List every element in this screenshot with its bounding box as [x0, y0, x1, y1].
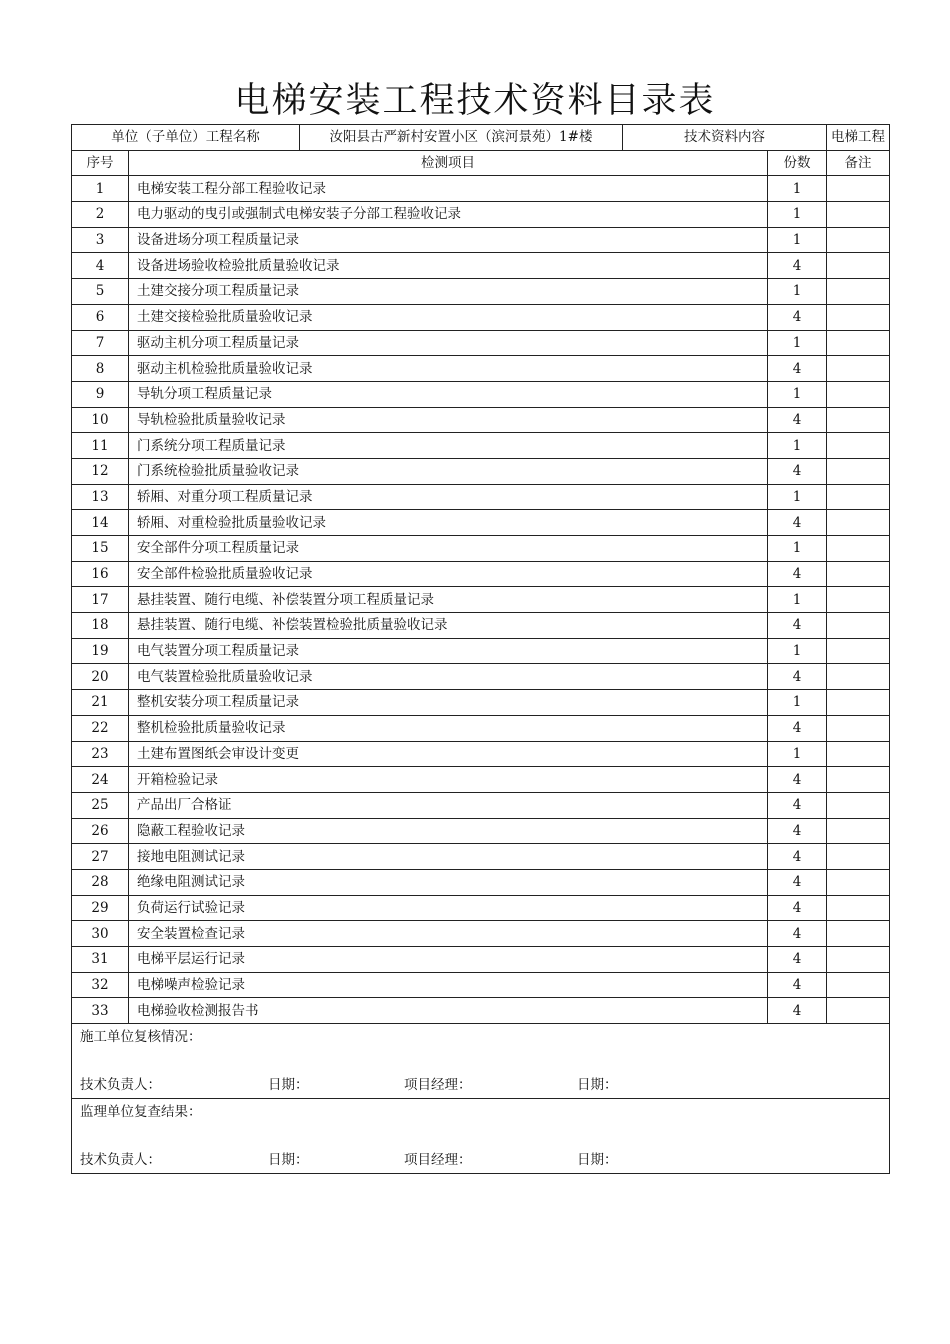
row-copies: 1 — [768, 690, 827, 716]
table-row — [72, 792, 890, 818]
row-no: 7 — [72, 330, 129, 356]
row-note — [827, 638, 890, 664]
row-no: 31 — [72, 947, 129, 973]
row-copies: 4 — [768, 715, 827, 741]
row-no: 16 — [72, 561, 129, 587]
row-note — [827, 818, 890, 844]
column-header-copies: 份数 — [768, 150, 827, 176]
row-no: 24 — [72, 767, 129, 793]
row-item: 土建布置图纸会审设计变更 — [129, 741, 768, 767]
table-row — [72, 330, 890, 356]
table-row — [72, 381, 890, 407]
row-no: 8 — [72, 356, 129, 382]
row-copies: 4 — [768, 844, 827, 870]
row-item: 轿厢、对重检验批质量验收记录 — [129, 510, 768, 536]
table-row — [72, 844, 890, 870]
unit-label: 单位（子单位）工程名称 — [72, 125, 300, 151]
row-copies: 1 — [768, 587, 827, 613]
construction-review-row — [72, 1024, 890, 1099]
table-row — [72, 279, 890, 305]
row-note — [827, 458, 890, 484]
row-item: 导轨分项工程质量记录 — [129, 381, 768, 407]
row-copies: 4 — [768, 510, 827, 536]
row-copies: 1 — [768, 536, 827, 562]
row-copies: 1 — [768, 741, 827, 767]
construction-date-label: 日期： — [268, 1077, 309, 1094]
row-copies: 4 — [768, 792, 827, 818]
unit-value: 汝阳县古严新村安置小区（滨河景苑）1#楼 — [300, 125, 623, 151]
row-item: 门系统检验批质量验收记录 — [129, 458, 768, 484]
row-copies: 4 — [768, 561, 827, 587]
row-item: 土建交接检验批质量验收记录 — [129, 304, 768, 330]
table-row — [72, 921, 890, 947]
table-row — [72, 895, 890, 921]
row-note — [827, 947, 890, 973]
page-title: 电梯安装工程技术资料目录表 — [234, 81, 716, 121]
row-item: 悬挂装置、随行电缆、补偿装置检验批质量验收记录 — [129, 613, 768, 639]
row-item: 驱动主机检验批质量验收记录 — [129, 356, 768, 382]
table-row — [72, 818, 890, 844]
row-copies: 1 — [768, 638, 827, 664]
row-note — [827, 895, 890, 921]
column-header-item: 检测项目 — [129, 150, 768, 176]
table-row — [72, 253, 890, 279]
row-copies: 1 — [768, 202, 827, 228]
table-row — [72, 458, 890, 484]
row-no: 26 — [72, 818, 129, 844]
row-note — [827, 715, 890, 741]
table-row — [72, 484, 890, 510]
table-row — [72, 356, 890, 382]
row-note — [827, 741, 890, 767]
row-no: 22 — [72, 715, 129, 741]
row-item: 设备进场验收检验批质量验收记录 — [129, 253, 768, 279]
row-note — [827, 664, 890, 690]
row-note — [827, 484, 890, 510]
row-copies: 4 — [768, 356, 827, 382]
row-note — [827, 381, 890, 407]
row-no: 5 — [72, 279, 129, 305]
row-note — [827, 510, 890, 536]
row-note — [827, 587, 890, 613]
row-copies: 4 — [768, 895, 827, 921]
row-note — [827, 202, 890, 228]
row-no: 4 — [72, 253, 129, 279]
table-row — [72, 947, 890, 973]
row-copies: 1 — [768, 484, 827, 510]
row-item: 土建交接分项工程质量记录 — [129, 279, 768, 305]
catalog-table — [71, 124, 890, 1174]
row-no: 30 — [72, 921, 129, 947]
row-no: 28 — [72, 869, 129, 895]
content-value: 电梯工程 — [827, 125, 890, 151]
row-note — [827, 536, 890, 562]
row-copies: 4 — [768, 767, 827, 793]
row-item: 电梯噪声检验记录 — [129, 972, 768, 998]
header-info-row — [72, 125, 890, 151]
row-note — [827, 690, 890, 716]
row-no: 29 — [72, 895, 129, 921]
row-note — [827, 869, 890, 895]
row-note — [827, 433, 890, 459]
table-row — [72, 227, 890, 253]
row-no: 13 — [72, 484, 129, 510]
row-item: 安全装置检查记录 — [129, 921, 768, 947]
construction-pm-label: 项目经理： — [404, 1077, 472, 1094]
row-note — [827, 792, 890, 818]
row-no: 27 — [72, 844, 129, 870]
table-row — [72, 536, 890, 562]
row-item: 悬挂装置、随行电缆、补偿装置分项工程质量记录 — [129, 587, 768, 613]
row-no: 11 — [72, 433, 129, 459]
row-no: 20 — [72, 664, 129, 690]
row-copies: 1 — [768, 330, 827, 356]
row-item: 导轨检验批质量验收记录 — [129, 407, 768, 433]
row-item: 绝缘电阻测试记录 — [129, 869, 768, 895]
table-row — [72, 869, 890, 895]
row-note — [827, 356, 890, 382]
catalog-table-body — [72, 125, 890, 1174]
row-item: 接地电阻测试记录 — [129, 844, 768, 870]
construction-signature-line — [80, 1075, 881, 1095]
row-copies: 4 — [768, 253, 827, 279]
row-item: 门系统分项工程质量记录 — [129, 433, 768, 459]
row-item: 安全部件分项工程质量记录 — [129, 536, 768, 562]
row-item: 电梯平层运行记录 — [129, 947, 768, 973]
table-row — [72, 510, 890, 536]
table-row — [72, 690, 890, 716]
row-copies: 4 — [768, 664, 827, 690]
table-row — [72, 587, 890, 613]
row-item: 隐蔽工程验收记录 — [129, 818, 768, 844]
row-no: 19 — [72, 638, 129, 664]
row-no: 21 — [72, 690, 129, 716]
row-copies: 1 — [768, 433, 827, 459]
supervision-date-label: 日期： — [268, 1152, 309, 1169]
row-copies: 1 — [768, 279, 827, 305]
table-row — [72, 407, 890, 433]
supervision-review-title: 监理单位复查结果： — [80, 1104, 202, 1121]
row-no: 10 — [72, 407, 129, 433]
row-no: 12 — [72, 458, 129, 484]
row-note — [827, 613, 890, 639]
row-note — [827, 227, 890, 253]
table-row — [72, 715, 890, 741]
row-copies: 1 — [768, 381, 827, 407]
row-copies: 4 — [768, 407, 827, 433]
construction-tech-lead-label: 技术负责人： — [80, 1077, 161, 1094]
table-row — [72, 664, 890, 690]
row-note — [827, 176, 890, 202]
row-no: 32 — [72, 972, 129, 998]
row-item: 安全部件检验批质量验收记录 — [129, 561, 768, 587]
table-row — [72, 202, 890, 228]
row-note — [827, 279, 890, 305]
row-no: 2 — [72, 202, 129, 228]
row-note — [827, 998, 890, 1024]
supervision-pm-date-label: 日期： — [577, 1152, 618, 1169]
table-row — [72, 972, 890, 998]
row-copies: 4 — [768, 869, 827, 895]
row-item: 电力驱动的曳引或强制式电梯安装子分部工程验收记录 — [129, 202, 768, 228]
table-row — [72, 638, 890, 664]
row-no: 25 — [72, 792, 129, 818]
supervision-pm-label: 项目经理： — [404, 1152, 472, 1169]
row-note — [827, 921, 890, 947]
row-no: 17 — [72, 587, 129, 613]
table-row — [72, 561, 890, 587]
row-item: 开箱检验记录 — [129, 767, 768, 793]
row-copies: 4 — [768, 921, 827, 947]
row-item: 驱动主机分项工程质量记录 — [129, 330, 768, 356]
row-item: 整机安装分项工程质量记录 — [129, 690, 768, 716]
row-no: 18 — [72, 613, 129, 639]
row-item: 负荷运行试验记录 — [129, 895, 768, 921]
construction-review-title: 施工单位复核情况： — [80, 1029, 202, 1046]
row-no: 3 — [72, 227, 129, 253]
supervision-tech-lead-label: 技术负责人： — [80, 1152, 161, 1169]
row-item: 整机检验批质量验收记录 — [129, 715, 768, 741]
row-item: 电梯验收检测报告书 — [129, 998, 768, 1024]
row-no: 23 — [72, 741, 129, 767]
row-note — [827, 561, 890, 587]
row-no: 33 — [72, 998, 129, 1024]
row-note — [827, 330, 890, 356]
row-item: 轿厢、对重分项工程质量记录 — [129, 484, 768, 510]
table-row — [72, 613, 890, 639]
row-copies: 1 — [768, 176, 827, 202]
row-note — [827, 253, 890, 279]
row-note — [827, 407, 890, 433]
table-row — [72, 767, 890, 793]
row-note — [827, 972, 890, 998]
row-item: 电气装置检验批质量验收记录 — [129, 664, 768, 690]
row-copies: 4 — [768, 972, 827, 998]
table-row — [72, 741, 890, 767]
row-no: 14 — [72, 510, 129, 536]
row-no: 15 — [72, 536, 129, 562]
table-row — [72, 304, 890, 330]
column-header-no: 序号 — [72, 150, 129, 176]
column-header-note: 备注 — [827, 150, 890, 176]
supervision-review-cell — [72, 1099, 890, 1174]
row-copies: 4 — [768, 818, 827, 844]
table-row — [72, 433, 890, 459]
row-note — [827, 767, 890, 793]
row-copies: 4 — [768, 458, 827, 484]
column-header-row — [72, 150, 890, 176]
row-item: 电气装置分项工程质量记录 — [129, 638, 768, 664]
row-item: 设备进场分项工程质量记录 — [129, 227, 768, 253]
row-item: 电梯安装工程分部工程验收记录 — [129, 176, 768, 202]
construction-pm-date-label: 日期： — [577, 1077, 618, 1094]
row-no: 9 — [72, 381, 129, 407]
supervision-review-row — [72, 1099, 890, 1174]
table-row — [72, 998, 890, 1024]
row-copies: 4 — [768, 947, 827, 973]
construction-review-cell — [72, 1024, 890, 1099]
row-note — [827, 844, 890, 870]
row-item: 产品出厂合格证 — [129, 792, 768, 818]
row-copies: 1 — [768, 227, 827, 253]
row-no: 6 — [72, 304, 129, 330]
row-copies: 4 — [768, 613, 827, 639]
row-note — [827, 304, 890, 330]
row-copies: 4 — [768, 998, 827, 1024]
row-copies: 4 — [768, 304, 827, 330]
table-row — [72, 176, 890, 202]
supervision-signature-line — [80, 1150, 881, 1170]
row-no: 1 — [72, 176, 129, 202]
content-label: 技术资料内容 — [623, 125, 827, 151]
